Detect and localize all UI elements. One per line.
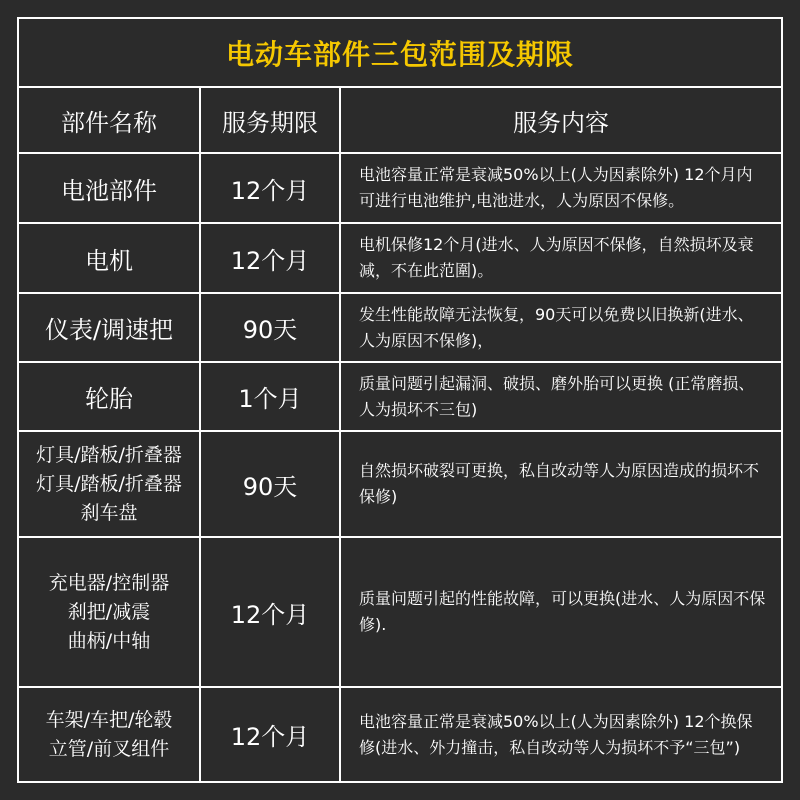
part-name-cell	[19, 688, 201, 781]
table-row	[19, 432, 781, 538]
part-name-line: 灯具/踏板/折叠器	[36, 472, 182, 495]
table-row	[19, 538, 781, 688]
part-name-line: 刹把/减震	[67, 600, 151, 623]
period-cell: 90天	[201, 294, 341, 361]
table-row	[19, 224, 781, 294]
part-name: 仪表/调速把	[44, 316, 174, 344]
table-title: 电动车部件三包范围及期限	[225, 37, 574, 71]
table-row	[19, 688, 781, 781]
header-row	[19, 88, 781, 154]
part-name-line: 刹车盘	[80, 501, 138, 524]
content-cell: 电机保修12个月(进水、人为原因不保修，自然损坏及衰减，不在此范圍)。	[359, 235, 754, 280]
part-name-line: 灯具/踏板/折叠器	[36, 443, 182, 466]
part-name-line: 曲柄/中轴	[67, 629, 151, 652]
table-row	[19, 363, 781, 432]
content-cell: 发生性能故障无法恢复，90天可以免费以旧换新(进水、人为原因不保修)，	[359, 304, 754, 350]
content-cell: 自然损坏破裂可更换，私自改动等人为原因造成的损坏不保修)	[359, 461, 760, 506]
header-service-content: 服务内容	[513, 108, 609, 137]
header-service-period: 服务期限	[201, 88, 341, 152]
period-cell: 12个月	[201, 224, 341, 292]
period-cell: 12个月	[201, 154, 341, 222]
part-name: 电机	[85, 246, 133, 275]
part-name: 轮胎	[85, 385, 133, 413]
content-cell: 质量问题引起的性能故障，可以更换(进水、人为原因不保修).	[359, 589, 766, 634]
part-name-line: 车架/车把/轮毂	[45, 708, 173, 731]
period-cell: 12个月	[201, 688, 341, 781]
part-name-cell	[19, 224, 201, 292]
part-name-cell	[19, 294, 201, 361]
content-cell: 电池容量正常是衰减50%以上(人为因素除外) 12个换保修(进水、外力撞击，私自改动等人为损坏不予“三包”)	[359, 711, 753, 757]
content-cell: 电池容量正常是衰减50%以上(人为因素除外) 12个月内可进行电池维护,电池进水，人为原因不保修。	[359, 165, 753, 210]
part-name-line: 立管/前叉组件	[48, 737, 170, 760]
table-row	[19, 154, 781, 224]
period-cell: 1个月	[201, 363, 341, 430]
title-row	[19, 19, 781, 88]
part-name: 电池部件	[61, 176, 157, 205]
content-cell: 质量问题引起漏洞、破损、磨外胎可以更换 (正常磨损、人为损坏不三包)	[359, 373, 755, 419]
part-name-cell	[19, 432, 201, 536]
part-name-line: 充电器/控制器	[48, 571, 170, 594]
period-cell: 12个月	[201, 538, 341, 686]
period-cell: 90天	[201, 432, 341, 536]
warranty-table	[17, 17, 783, 783]
part-name-cell	[19, 154, 201, 222]
table-row	[19, 294, 781, 363]
part-name-cell	[19, 363, 201, 430]
part-name-cell	[19, 538, 201, 686]
header-part-name: 部件名称	[19, 88, 201, 152]
